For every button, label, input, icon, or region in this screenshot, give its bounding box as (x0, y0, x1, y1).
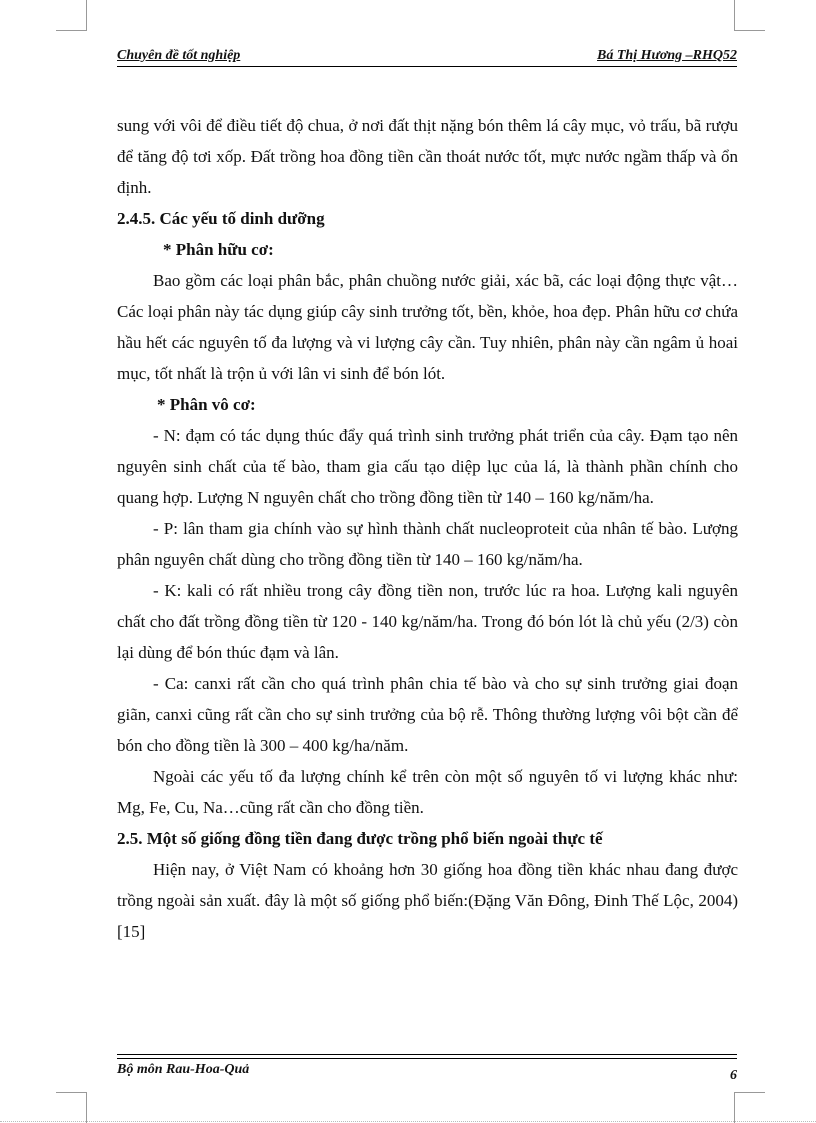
page-header (117, 48, 737, 66)
page-body (117, 110, 738, 947)
subheading-organic-fertilizer: * Phân hữu cơ: (163, 240, 274, 259)
crop-mark-bottom-right (734, 1092, 765, 1123)
footer-rule-thick (117, 1054, 737, 1055)
paragraph-potassium: - K: kali có rất nhiều trong cây đồng tiền non, trước lúc ra hoa. Lượng kali nguyên chất cho đất trồng đồng tiền từ 120 - 140 kg/năm/ha. Trong đó bón lót là chủ yếu (2/3) còn lại dùng để bón thúc đạm và lân. (117, 581, 738, 662)
paragraph-organic-fertilizer: Bao gồm các loại phân bắc, phân chuồng nước giải, xác bã, các loại động thực vật… Các loại phân này tác dụng giúp cây sinh trưởng tốt, bền, khỏe, hoa đẹp. Phân hữu cơ chứa hầu hết các nguyên tố đa lượng và vi lượng cây cần. Tuy nhiên, phân này cần ngâm ủ hoai mục, tốt nhất là trộn ủ với lân vi sinh để bón lót. (117, 271, 738, 383)
paragraph-soil-continued: sung với vôi để điều tiết độ chua, ở nơi đất thịt nặng bón thêm lá cây mục, vỏ trấu, bã rượu để tăng độ tơi xốp. Đất trồng hoa đồng tiền cần thoát nước tốt, mực nước ngầm thấp và ổn định. (117, 116, 738, 197)
page-number: 6 (730, 1068, 737, 1083)
paragraph-varieties: Hiện nay, ở Việt Nam có khoảng hơn 30 giống hoa đồng tiền khác nhau đang được trồng ngoài sản xuất. đây là một số giống phổ biến:(Đặng Văn Đông, Đinh Thế Lộc, 2004) [15] (117, 860, 738, 941)
crop-mark-top-left (56, 0, 87, 31)
footer-rule-thin (117, 1058, 737, 1059)
heading-2-4-5: 2.4.5. Các yếu tố dinh dưỡng (117, 209, 325, 228)
page-footer (117, 1062, 737, 1082)
crop-mark-top-right (734, 0, 765, 31)
page-bottom-dotted-edge (0, 1121, 816, 1122)
footer-department: Bộ môn Rau-Hoa-Quả (117, 1062, 250, 1077)
subheading-inorganic-fertilizer: * Phân vô cơ: (157, 395, 256, 414)
paragraph-micronutrients: Ngoài các yếu tố đa lượng chính kể trên còn một số nguyên tố vi lượng khác như: Mg, Fe, Cu, Na…cũng rất cần cho đồng tiền. (117, 767, 738, 817)
crop-mark-bottom-left (56, 1092, 87, 1123)
paragraph-nitrogen: - N: đạm có tác dụng thúc đẩy quá trình sinh trưởng phát triển của cây. Đạm tạo nên nguyên sinh chất của tế bào, tham gia cấu tạo diệp lục của lá, là thành phần chính cho quang hợp. Lượng N nguyên chất cho trồng đồng tiền từ 140 – 160 kg/năm/ha. (117, 426, 738, 507)
header-author: Bá Thị Hương –RHQ52 (597, 48, 737, 63)
heading-2-5: 2.5. Một số giống đồng tiền đang được trồng phổ biến ngoài thực tế (117, 829, 603, 848)
paragraph-phosphorus: - P: lân tham gia chính vào sự hình thành chất nucleoproteit của nhân tế bào. Lượng phân nguyên chất dùng cho trồng đồng tiền từ 140 – 160 kg/năm/ha. (117, 519, 738, 569)
header-rule (117, 66, 737, 67)
paragraph-calcium: - Ca: canxi rất cần cho quá trình phân chia tế bào và cho sự sinh trưởng giai đoạn giãn, canxi cũng rất cần cho sự sinh trưởng của bộ rễ. Thông thường lượng vôi bột cần để bón cho đồng tiền là 300 – 400 kg/ha/năm. (117, 674, 738, 755)
header-document-type: Chuyên đề tốt nghiệp (117, 48, 241, 63)
